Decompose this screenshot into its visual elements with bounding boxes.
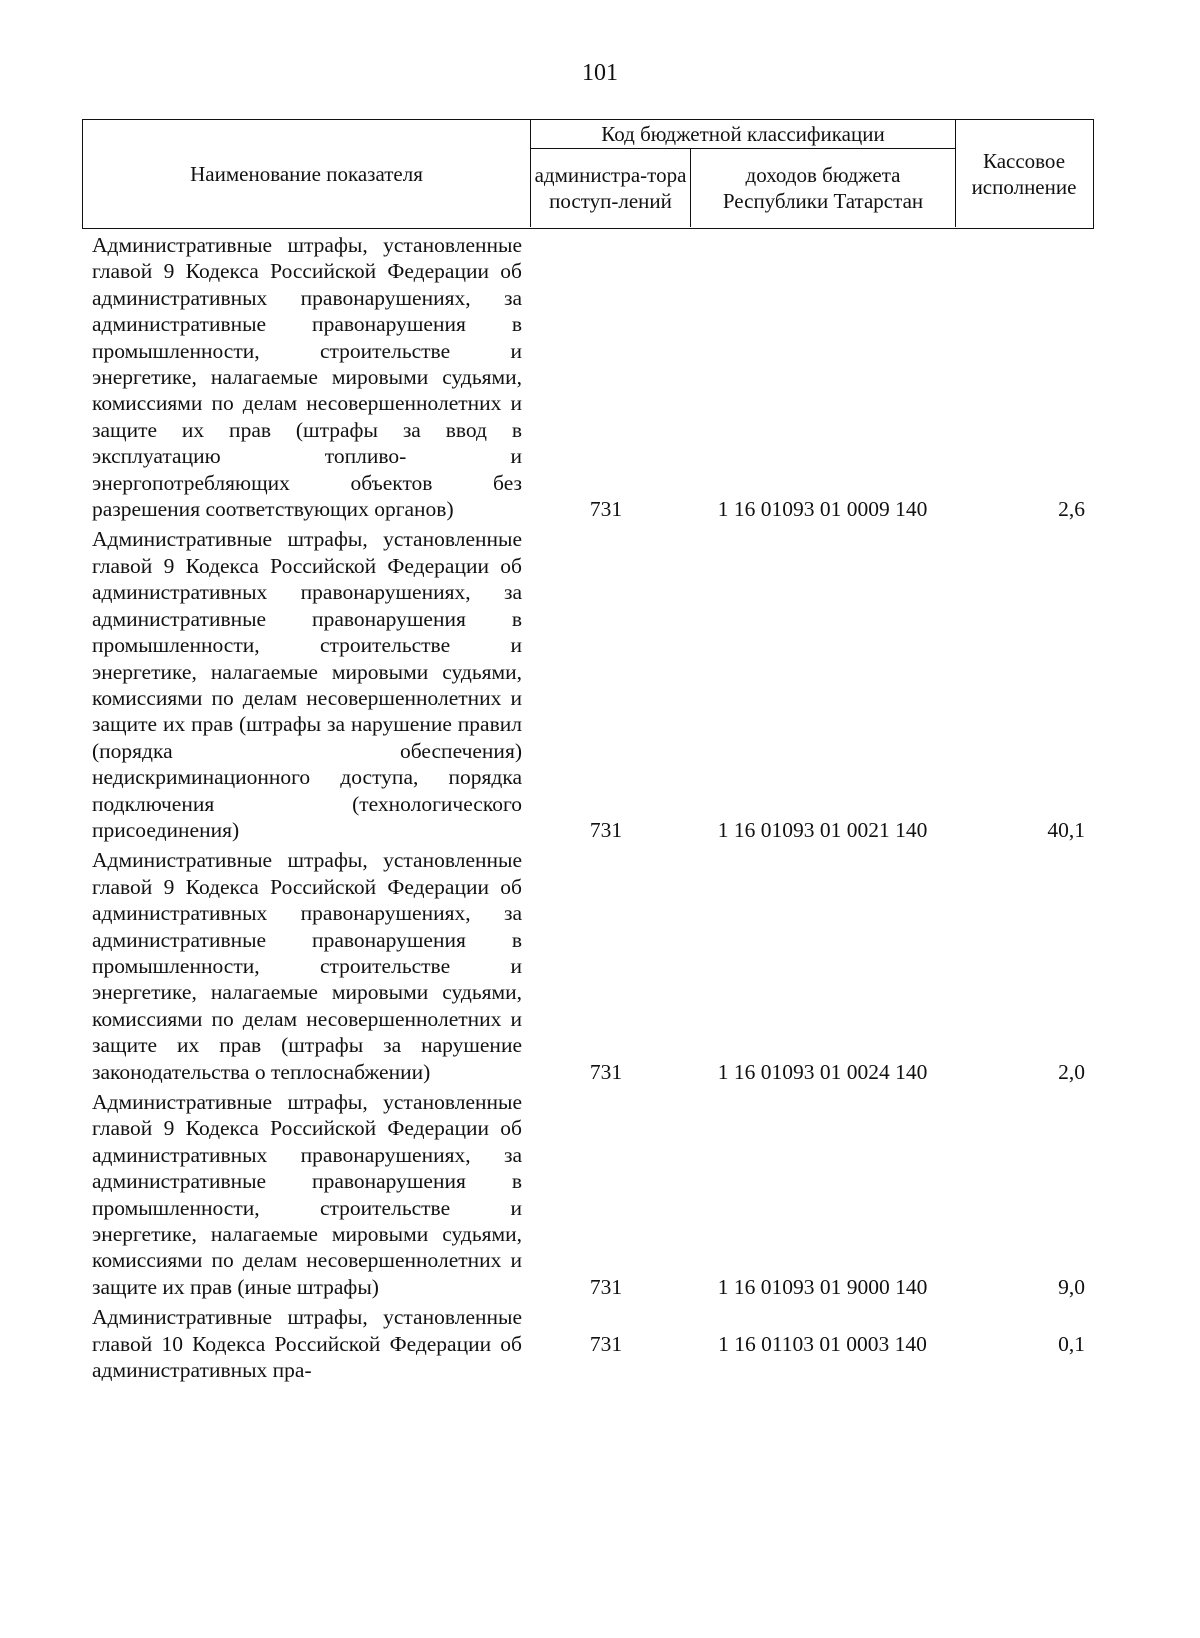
row-name: Административные штрафы, установленные главой 9 Кодекса Российской Федерации об административных правонарушениях, за административные правонарушения в промышленности, строительстве и энергетике, налагаемые мировыми судьями, комиссиями по делам несовершеннолетних и защите их прав (штрафы за ввод в эксплуатацию топливо- и энергопотребляющих объектов без разрешения соответствующих органов) <box>92 233 522 522</box>
row-admin-code: 731 <box>589 817 623 842</box>
row-admin-code: 731 <box>589 497 623 522</box>
row-income-code: 1 16 01093 01 9000 140 <box>717 1274 928 1299</box>
row-income-code: 1 16 01093 01 0024 140 <box>717 1059 928 1084</box>
row-execution-value: 9,0 <box>1058 1274 1085 1299</box>
header-indicator-name: Наименование показателя <box>83 120 531 227</box>
row-execution-value: 40,1 <box>1047 817 1085 842</box>
header-budget-income: доходов бюджета Республики Татарстан <box>691 149 956 227</box>
row-admin-code: 731 <box>589 1274 623 1299</box>
row-admin-code: 731 <box>589 1331 623 1356</box>
row-name: Административные штрафы, установленные главой 9 Кодекса Российской Федерации об административных правонарушениях, за административные правонарушения в промышленности, строительстве и энергетике, налагаемые мировыми судьями, комиссиями по делам несовершеннолетних и защите их прав (иные штрафы) <box>92 1090 522 1299</box>
table-row <box>82 1304 1094 1383</box>
row-execution-value: 2,0 <box>1058 1059 1085 1084</box>
row-execution-value: 0,1 <box>1058 1331 1085 1356</box>
table-row <box>82 526 1094 843</box>
table-header <box>82 119 1094 229</box>
header-cash-execution: Кассовое исполнение <box>971 148 1077 199</box>
row-admin-code: 731 <box>589 1059 623 1084</box>
table-body <box>82 232 1094 1387</box>
header-classification-code: Код бюджетной классификации <box>531 120 956 149</box>
header-administrator: администра-тора поступ-лений <box>531 149 691 227</box>
table-row <box>82 232 1094 522</box>
row-income-code: 1 16 01093 01 0021 140 <box>717 817 928 842</box>
row-income-code: 1 16 01103 01 0003 140 <box>718 1331 927 1356</box>
row-name: Административные штрафы, установленные главой 9 Кодекса Российской Федерации об административных правонарушениях, за административные правонарушения в промышленности, строительстве и энергетике, налагаемые мировыми судьями, комиссиями по делам несовершеннолетних и защите их прав (штрафы за нарушение законодательства о теплоснабжении) <box>92 848 522 1084</box>
page-number: 101 <box>582 60 618 86</box>
row-income-code: 1 16 01093 01 0009 140 <box>717 497 928 522</box>
table-row <box>82 847 1094 1085</box>
row-execution-value: 2,6 <box>1058 497 1085 522</box>
row-name: Административные штрафы, установленные главой 9 Кодекса Российской Федерации об административных правонарушениях, за административные правонарушения в промышленности, строительстве и энергетике, налагаемые мировыми судьями, комиссиями по делам несовершеннолетних и защите их прав (штрафы за нарушение правил (порядка обеспечения) недискриминационного доступа, порядка подключения (технологического присоединения) <box>92 527 522 842</box>
table-row <box>82 1089 1094 1300</box>
row-name: Административные штрафы, установленные главой 10 Кодекса Российской Федерации об административных пра- <box>92 1305 522 1383</box>
